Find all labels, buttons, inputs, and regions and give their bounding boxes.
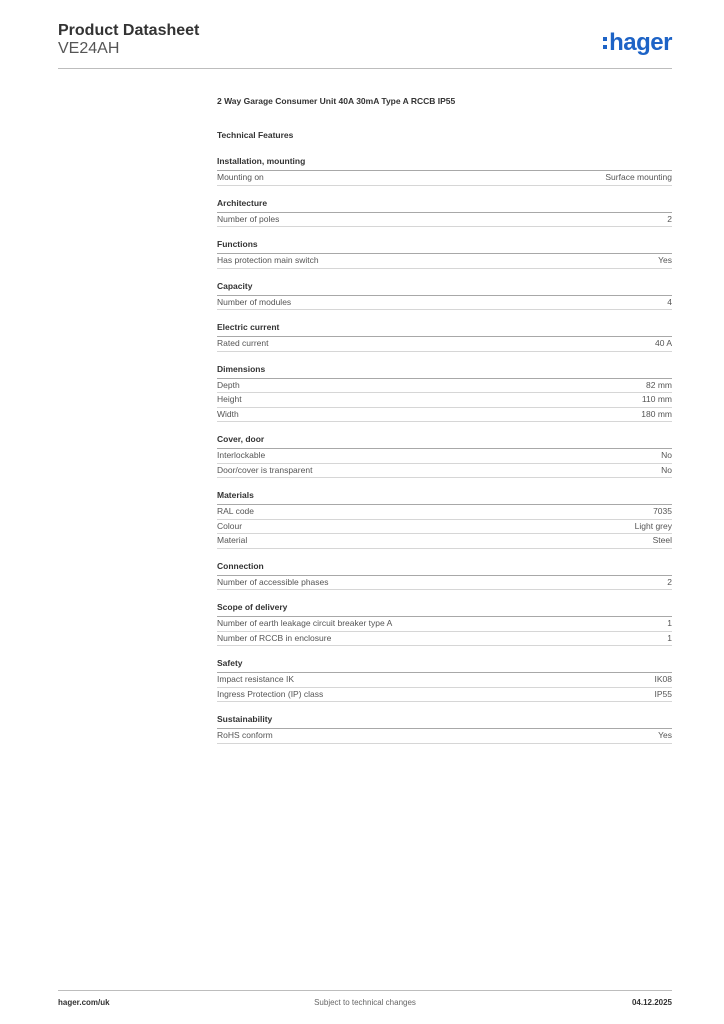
feature-label: Number of accessible phases bbox=[217, 576, 329, 587]
feature-row bbox=[217, 449, 672, 464]
feature-value: Yes bbox=[658, 730, 672, 740]
footer-date: 04.12.2025 bbox=[631, 998, 672, 1007]
feature-section bbox=[217, 239, 672, 269]
feature-row bbox=[217, 408, 672, 423]
feature-label: Height bbox=[217, 394, 242, 404]
feature-label: Has protection main switch bbox=[217, 255, 319, 265]
feature-value: No bbox=[661, 464, 672, 475]
feature-value: 82 mm bbox=[646, 379, 672, 390]
feature-row bbox=[217, 617, 672, 632]
feature-label: Number of RCCB in enclosure bbox=[217, 632, 332, 643]
feature-label: Material bbox=[217, 535, 248, 545]
header-divider bbox=[58, 68, 672, 69]
feature-value: Steel bbox=[652, 535, 672, 545]
feature-label: RAL code bbox=[217, 506, 255, 516]
feature-value: 2 bbox=[667, 576, 672, 587]
footer-website[interactable]: hager.com/uk bbox=[58, 998, 110, 1007]
doc-title: Product Datasheet bbox=[58, 22, 200, 39]
page-header bbox=[58, 20, 672, 70]
feature-section bbox=[217, 602, 672, 646]
feature-section bbox=[217, 281, 672, 311]
feature-label: Colour bbox=[217, 520, 243, 531]
feature-value: 2 bbox=[667, 213, 672, 224]
section-heading: Functions bbox=[217, 239, 672, 254]
feature-row bbox=[217, 254, 672, 269]
feature-row bbox=[217, 673, 672, 688]
section-heading: Materials bbox=[217, 490, 672, 505]
feature-value: 110 mm bbox=[641, 394, 672, 404]
section-heading: Architecture bbox=[217, 198, 672, 213]
hager-logo bbox=[603, 28, 672, 58]
feature-row bbox=[217, 213, 672, 228]
feature-section bbox=[217, 434, 672, 478]
feature-section bbox=[217, 322, 672, 352]
section-heading: Safety bbox=[217, 658, 672, 673]
feature-value: 1 bbox=[667, 632, 672, 643]
section-heading: Cover, door bbox=[217, 434, 672, 449]
feature-row bbox=[217, 379, 672, 394]
feature-value: No bbox=[661, 450, 672, 460]
feature-label: Interlockable bbox=[217, 450, 266, 460]
feature-label: Door/cover is transparent bbox=[217, 464, 313, 475]
feature-row bbox=[217, 337, 672, 352]
feature-value: 1 bbox=[667, 618, 672, 628]
feature-label: Number of modules bbox=[217, 296, 292, 307]
feature-label: Number of poles bbox=[217, 213, 280, 224]
feature-label: Mounting on bbox=[217, 172, 264, 182]
product-title: 2 Way Garage Consumer Unit 40A 30mA Type A RCCB IP55 bbox=[217, 96, 456, 106]
page-footer bbox=[58, 998, 672, 1012]
feature-label: Impact resistance IK bbox=[217, 674, 295, 684]
footer-divider bbox=[58, 990, 672, 991]
feature-value: 40 A bbox=[654, 338, 672, 348]
logo-dots-icon bbox=[603, 37, 607, 49]
feature-section bbox=[217, 156, 672, 186]
feature-value: 7035 bbox=[653, 506, 672, 516]
feature-label: Number of earth leakage circuit breaker type A bbox=[217, 618, 393, 628]
feature-row bbox=[217, 505, 672, 520]
feature-row bbox=[217, 520, 672, 535]
feature-label: Ingress Protection (IP) class bbox=[217, 688, 324, 699]
feature-value: Yes bbox=[658, 255, 672, 265]
section-heading: Dimensions bbox=[217, 364, 672, 379]
feature-row bbox=[217, 393, 672, 408]
product-code: VE24AH bbox=[58, 40, 120, 57]
feature-section bbox=[217, 561, 672, 591]
feature-row bbox=[217, 632, 672, 647]
feature-sections bbox=[217, 156, 672, 744]
features-title: Technical Features bbox=[217, 130, 294, 140]
feature-value: Surface mounting bbox=[605, 172, 672, 182]
feature-row bbox=[217, 534, 672, 549]
feature-label: Depth bbox=[217, 379, 240, 390]
logo-text: hager bbox=[609, 29, 672, 56]
footer-note: Subject to technical changes bbox=[314, 998, 416, 1007]
section-heading: Connection bbox=[217, 561, 672, 576]
datasheet-content bbox=[217, 96, 672, 744]
section-heading: Electric current bbox=[217, 322, 672, 337]
feature-row bbox=[217, 464, 672, 479]
feature-value: 180 mm bbox=[641, 408, 672, 419]
feature-row bbox=[217, 576, 672, 591]
section-heading: Capacity bbox=[217, 281, 672, 296]
section-heading: Scope of delivery bbox=[217, 602, 672, 617]
feature-label: Rated current bbox=[217, 338, 269, 348]
feature-row bbox=[217, 688, 672, 703]
section-heading: Installation, mounting bbox=[217, 156, 672, 171]
feature-section bbox=[217, 490, 672, 549]
feature-section bbox=[217, 198, 672, 228]
feature-value: IK08 bbox=[654, 674, 672, 684]
feature-row bbox=[217, 171, 672, 186]
section-heading: Sustainability bbox=[217, 714, 672, 729]
feature-value: IP55 bbox=[654, 688, 672, 699]
feature-row bbox=[217, 729, 672, 744]
feature-label: RoHS conform bbox=[217, 730, 273, 740]
feature-section bbox=[217, 714, 672, 744]
feature-value: Light grey bbox=[634, 520, 672, 531]
feature-section bbox=[217, 658, 672, 702]
feature-row bbox=[217, 296, 672, 311]
feature-value: 4 bbox=[667, 296, 672, 307]
feature-section bbox=[217, 364, 672, 423]
feature-label: Width bbox=[217, 408, 239, 419]
